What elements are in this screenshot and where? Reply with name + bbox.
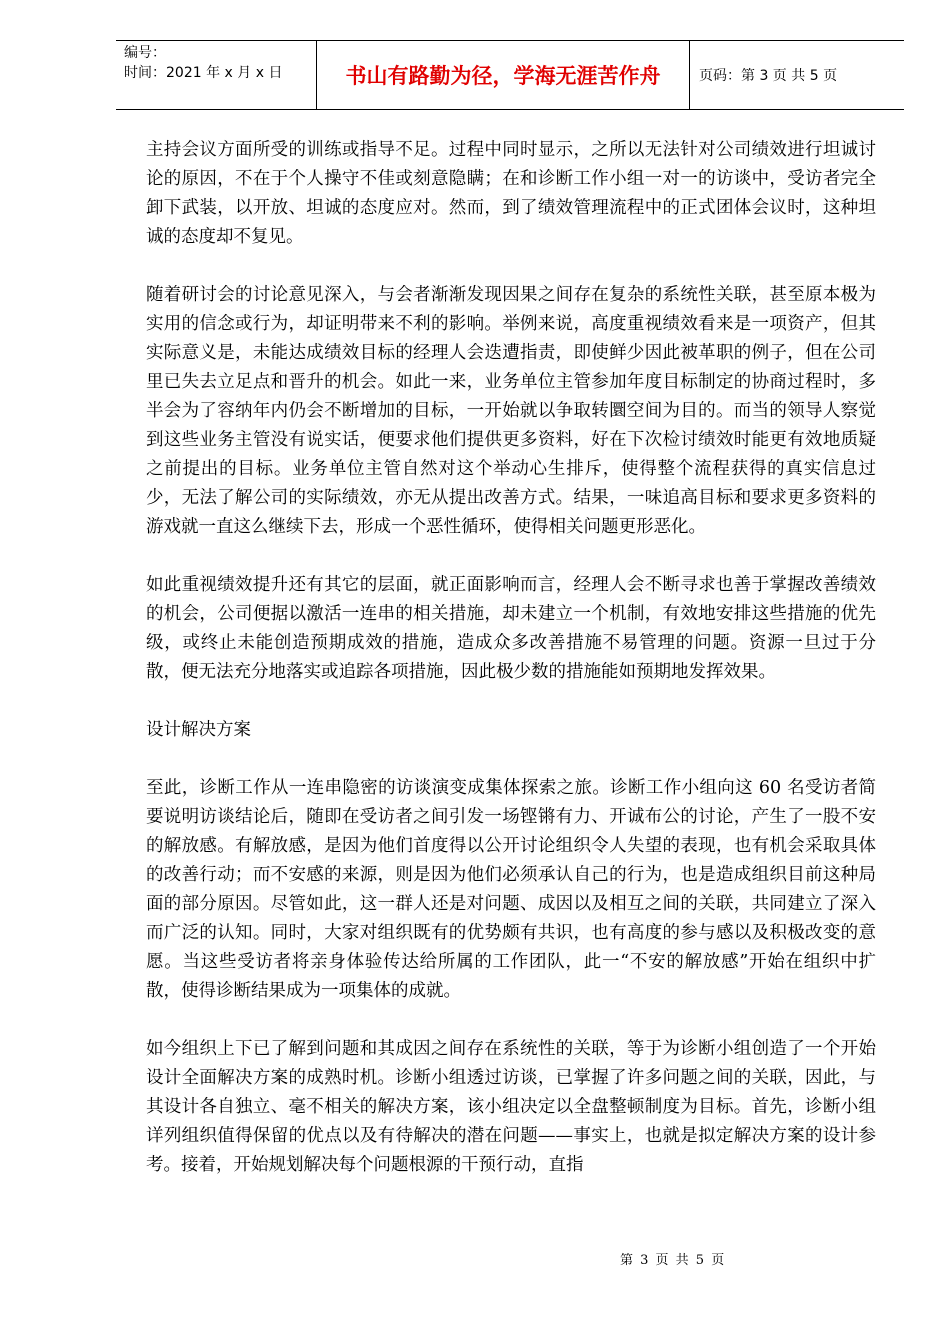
- document-body: [146, 136, 876, 1180]
- header-meta: [124, 43, 314, 83]
- paragraph: 至此，诊断工作从一连串隐密的访谈演变成集体探索之旅。诊断工作小组向这 60 名受访者简要说明访谈结论后，随即在受访者之间引发一场铿锵有力、开诚布公的讨论，产生了一股不安的解放感。有解放感，是因为他们首度得以公开讨论组织令人失望的表现，也有机会采取具体的改善行动；而不安感的来源，则是因为他们必须承认自己的行为，也是造成组织目前这种局面的部分原因。尽管如此，这一群人还是对问题、成因以及相互之间的关联，共同建立了深入而广泛的认知。同时，大家对组织既有的优势颇有共识，也有高度的参与感以及积极改变的意愿。当这些受访者将亲身体验传达给所属的工作团队，此一“不安的解放感”开始在组织中扩散，使得诊断结果成为一项集体的成就。: [146, 778, 876, 1001]
- header-motto: 书山有路勤为径，学海无涯苦作舟: [316, 41, 690, 109]
- page-header: [116, 40, 904, 110]
- paragraph: 随着研讨会的讨论意见深入，与会者渐渐发现因果之间存在复杂的系统性关联，甚至原本极为实用的信念或行为，却证明带来不利的影响。举例来说，高度重视绩效看来是一项资产，但其实际意义是，未能达成绩效目标的经理人会迭遭指责，即使鲜少因此被革职的例子，但在公司里已失去立足点和晋升的机会。如此一来，业务单位主管参加年度目标制定的协商过程时，多半会为了容纳年内仍会不断增加的目标，一开始就以争取转圜空间为目的。而当的领导人察觉到这些业务主管没有说实话，便要求他们提供更多资料，好在下次检讨绩效时能更有效地质疑之前提出的目标。业务单位主管自然对这个举动心生排斥，使得整个流程获得的真实信息过少，无法了解公司的实际绩效，亦无从提出改善方式。结果，一味追高目标和要求更多资料的游戏就一直这么继续下去，形成一个恶性循环，使得相关问题更形恶化。: [146, 285, 876, 537]
- date-label: 时间：2021 年 x 月 x 日: [124, 65, 283, 81]
- header-page-info: 页码：第 3 页 共 5 页: [699, 68, 838, 84]
- paragraph: 如此重视绩效提升还有其它的层面，就正面影响而言，经理人会不断寻求也善于掌握改善绩效的机会，公司便据以激活一连串的相关措施，却未建立一个机制，有效地安排这些措施的优先级，或终止未能创造预期成效的措施，造成众多改善措施不易管理的问题。资源一旦过于分散，便无法充分地落实或追踪各项措施，因此极少数的措施能如预期地发挥效果。: [146, 575, 876, 682]
- section-heading: 设计解决方案: [146, 720, 251, 740]
- page-footer: 第 3 页 共 5 页: [620, 1253, 725, 1268]
- paragraph: 如今组织上下已了解到问题和其成因之间存在系统性的关联，等于为诊断小组创造了一个开始设计全面解决方案的成熟时机。诊断小组透过访谈，已掌握了许多问题之间的关联，因此，与其设计各自独立、毫不相关的解决方案，该小组决定以全盘整顿制度为目标。首先，诊断小组详列组织值得保留的优点以及有待解决的潜在问题——事实上，也就是拟定解决方案的设计参考。接着，开始规划解决每个问题根源的干预行动，直指: [146, 1039, 876, 1175]
- doc-number-label: 编号：: [124, 45, 166, 61]
- paragraph: 主持会议方面所受的训练或指导不足。过程中同时显示，之所以无法针对公司绩效进行坦诚讨论的原因，不在于个人操守不佳或刻意隐瞒；在和诊断工作小组一对一的访谈中，受访者完全卸下武装，以开放、坦诚的态度应对。然而，到了绩效管理流程中的正式团体会议时，这种坦诚的态度却不复见。: [146, 140, 876, 247]
